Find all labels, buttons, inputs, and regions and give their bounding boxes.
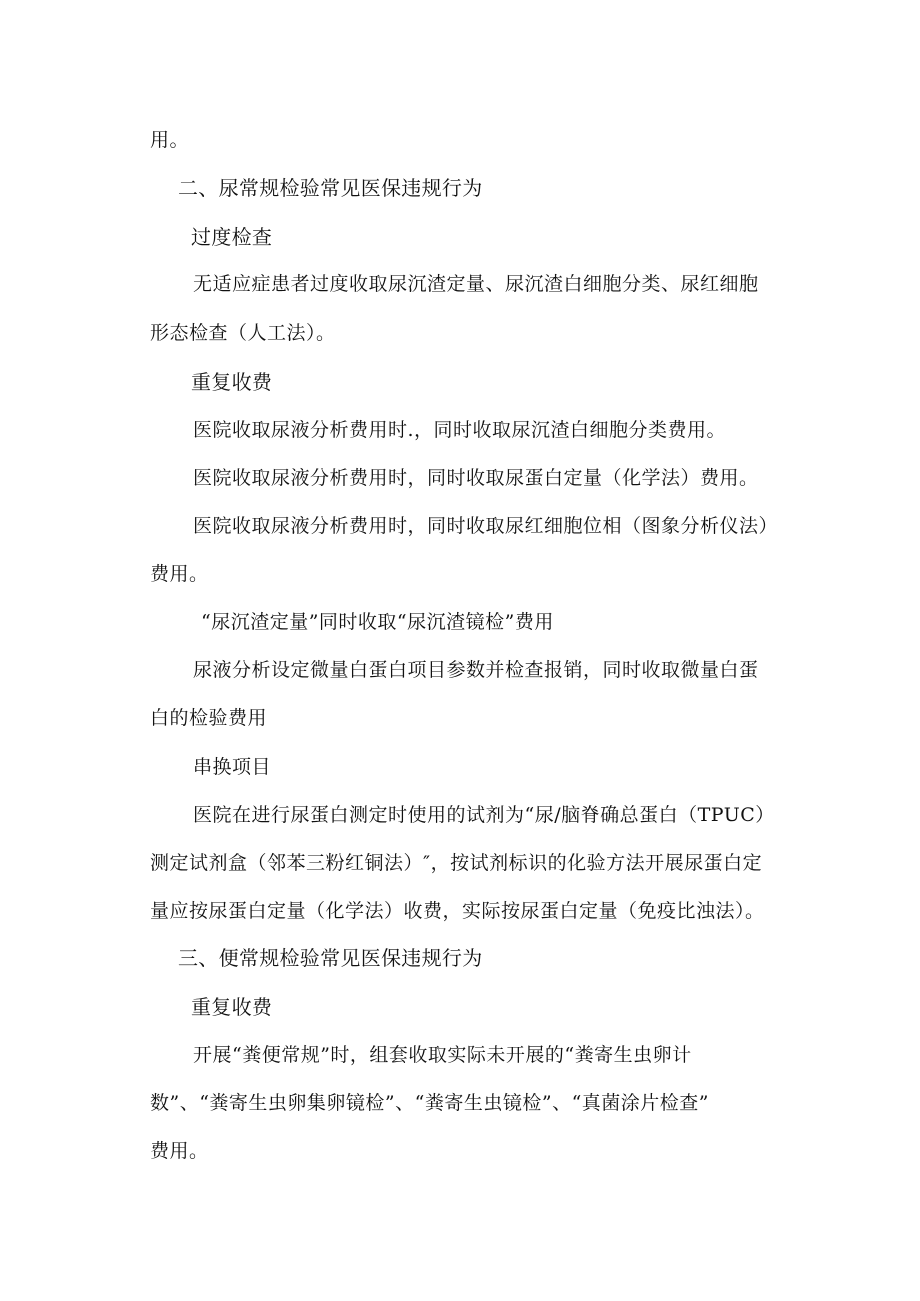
paragraph-line: “尿沉渣定量”同时收取“尿沉渣镜检”费用 xyxy=(201,611,554,633)
subheading-item-swap: 串换项目 xyxy=(193,756,272,778)
subheading-duplicate-charge: 重复收费 xyxy=(191,370,273,394)
section-heading-stool: 三、便常规检验常见医保违规行为 xyxy=(178,946,483,970)
paragraph-line: 费用。 xyxy=(150,1140,209,1162)
paragraph-line: 开展“粪便常规”时，组套收取实际未开展的“粪寄生虫卵计 xyxy=(193,1044,692,1066)
paragraph-line: 白的检验费用 xyxy=(150,707,268,729)
paragraph-line: 无适应症患者过度收取尿沉渣定量、尿沉渣白细胞分类、尿红细胞 xyxy=(193,273,759,295)
section-heading-urine: 二、尿常规检验常见医保违规行为 xyxy=(178,176,483,200)
paragraph-line: 费用。 xyxy=(150,563,209,585)
paragraph-line: 医院收取尿液分析费用时，同时收取尿蛋白定量（化学法）费用。 xyxy=(193,467,759,489)
subheading-duplicate-charge: 重复收费 xyxy=(191,995,273,1019)
paragraph-line: 医院收取尿液分析费用时.，同时收取尿沉渣白细胞分类费用。 xyxy=(193,419,727,441)
paragraph-line: 医院在进行尿蛋白测定时使用的试剂为“尿/脑脊确总蛋白（TPUC） xyxy=(193,804,775,826)
paragraph-continuation: 用。 xyxy=(150,129,190,151)
paragraph-line: 数”、“粪寄生虫卵集卵镜检”、“粪寄生虫镜检”、“真菌涂片检查” xyxy=(150,1092,709,1114)
paragraph-line: 测定试剂盒（邻苯三粉红铜法）″，按试剂标识的化验方法开展尿蛋白定 xyxy=(150,852,763,874)
paragraph-line: 医院收取尿液分析费用时，同时收取尿红细胞位相（图象分析仪法） xyxy=(193,515,779,537)
paragraph-line: 量应按尿蛋白定量（化学法）收费，实际按尿蛋白定量（免疫比浊法）。 xyxy=(150,900,765,922)
paragraph-line: 尿液分析设定微量白蛋白项目参数并检查报销，同时收取微量白蛋 xyxy=(193,659,759,681)
subheading-over-examination: 过度检查 xyxy=(191,225,273,249)
paragraph-line: 形态检查（人工法）。 xyxy=(150,322,336,344)
